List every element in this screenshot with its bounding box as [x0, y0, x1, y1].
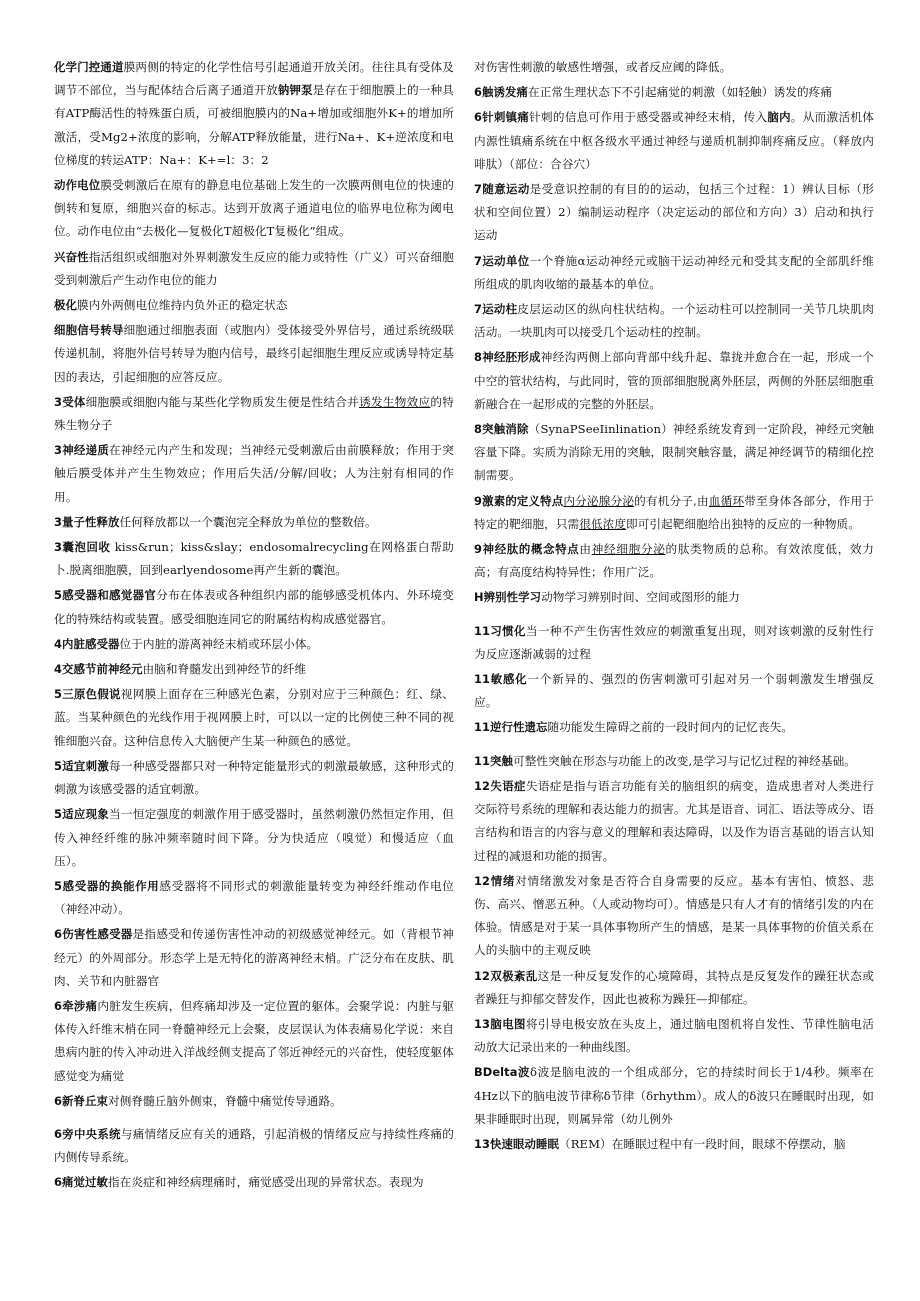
entry-text: 膜两侧的特定的化学性信号引起通道开放关闭。往往具有受体及调节不部位，当与配体结合后离子通道开放	[54, 60, 454, 98]
entry-text: 当一恒定强度的刺激作用于感受器时，虽然刺激仍然恒定作用，但传入神经纤维的脉冲频率随时间下降。分为快适应（嗅觉）和慢适应（血压）。	[54, 807, 454, 868]
glossary-entry	[474, 298, 874, 344]
entry-text: 内脏发生疾病，但疼痛却涉及一定位置的躯体。会聚学说：内脏与躯体传入纤维末梢在同一脊髓神经元上会聚，皮层误认为体表痛易化学说：来自患病内脏的传入冲动进入洋战经侧支提高了邻近神经元的兴奋性，使轻度躯体感觉变为痛觉	[54, 998, 454, 1083]
entry-term: 12失语症	[474, 778, 526, 793]
entry-text: 即可引起靶细胞给出独特的反应的一种物质。	[626, 516, 860, 531]
entry-text: δ波是脑电波的一个组成部分，它的持续时间长于1/4秒。频率在4Hz以下的脑电波节律称δ节律（δrhythm）。成人的δ波只在睡眠时出现，如果非睡眠时出现，则属异常（幼儿例外	[474, 1065, 875, 1126]
entry-term: 3量子性释放	[54, 514, 120, 529]
entry-text: 每一种感受器都只对一种特定能量形式的刺激最敏感，这种形式的刺激为该感受器的适宜刺激。	[54, 758, 454, 797]
glossary-entry	[474, 56, 874, 79]
entry-term: BDelta波	[474, 1065, 531, 1080]
entry-text: 对侧脊髓丘脑外侧束，脊髓中痛觉传导通路。	[108, 1093, 342, 1108]
entry-text: 一个脊施α运动神经元或脑干运动神经元和受其支配的全部肌纤维所组成的肌肉收缩的最基本的单位。	[474, 253, 874, 291]
entry-term: 11敏感化	[474, 672, 528, 687]
glossary-entry	[474, 250, 874, 296]
entry-text: 任何释放都以一个囊泡完全释放为单位的整数倍。	[119, 514, 377, 529]
glossary-entry	[474, 490, 874, 536]
entry-term: 5适宜刺激	[54, 758, 110, 773]
entry-text: 带至身体各部分，作用于特定的靶细胞，只需	[474, 493, 874, 531]
entry-term: 3囊泡回收	[54, 540, 111, 555]
entry-text: 是受意识控制的有目的的运动，包括三个过程：1）辨认目标（形状和空间位置）2）编制运动程序（决定运动的部位和方向）3）启动和执行运动	[474, 182, 874, 243]
entry-text: 随功能发生障碍之前的一段时间内的记忆丧失。	[547, 720, 794, 735]
glossary-entry	[474, 106, 874, 176]
entry-text: 视网膜上面存在三种感光色素，分别对应于三种颜色：红、绿、蓝。当某种颜色的光线作用于视网膜上时，可以以一定的比例使三种不同的视锥细胞兴奋。这种信息传入大脑便产生某一种颜色的感觉。	[54, 687, 454, 748]
entry-term: 12双极紊乱	[474, 968, 538, 983]
glossary-entry	[54, 319, 454, 389]
entry-term: 11突触	[474, 753, 514, 768]
entry-underlined: 神经细胞分泌	[591, 542, 666, 557]
entry-text: 指在炎症和神经病理痛时，痛觉感受出现的异常状态。表现为	[108, 1175, 424, 1190]
glossary-entry	[474, 178, 874, 248]
entry-term: 9神经肽的概念特点	[474, 542, 580, 557]
entry-term: 7运动柱	[474, 302, 518, 317]
glossary-entry	[54, 511, 454, 534]
entry-text: 是存在于细胞膜上的一种具有ATP酶活性的特殊蛋白质，可被细胞膜内的Na+增加或细胞外K+的增加所激活，受Mg2+浓度的影响，分解ATP释放能量，进行Na+、K+逆浓度和电位梯度的转运ATP：Na+：K+=l：3：2	[54, 83, 454, 167]
glossary-entry	[54, 536, 454, 582]
entry-term: 11逆行性遗忘	[474, 720, 548, 735]
glossary-entry	[474, 716, 874, 739]
entry-text: 动物学习辨别时间、空间或图形的能力	[541, 590, 740, 605]
glossary-entry	[54, 1123, 454, 1169]
glossary-entry	[54, 584, 454, 630]
entry-term: 化学门控通道	[54, 60, 124, 74]
entry-term: 13快速眼动睡眠	[474, 1136, 559, 1151]
entry-underlined: 很低浓度	[579, 516, 627, 531]
entry-text: 位于内脏的游离神经末梢或环层小体。	[119, 636, 319, 651]
glossary-entry	[474, 620, 874, 666]
glossary-entry	[54, 294, 454, 317]
glossary-entry	[474, 346, 874, 416]
entry-text: 的有机分子,由	[634, 493, 709, 508]
entry-text: 当一种不产生伤害性效应的刺激重复出现，则对该刺激的反射性行为反应逐渐减弱的过程	[474, 623, 874, 661]
entry-term: 8神经胚形成	[474, 350, 541, 365]
entry-term: 13脑电图	[474, 1016, 526, 1031]
entry-emphasis: 脑内	[767, 110, 791, 125]
glossary-entry	[54, 875, 454, 921]
right-column	[474, 56, 874, 1158]
entry-term: 3神经递质	[54, 443, 110, 458]
entry-term: 4交感节前神经元	[54, 662, 143, 677]
glossary-entry	[474, 418, 874, 488]
entry-text: 。从而激活机体内源性镇痛系统在中枢各级水平通过神经与递质机制抑制疼痛反应。（释放内啡肽）（部位：合谷穴）	[474, 110, 874, 171]
glossary-entry	[474, 1133, 874, 1156]
entry-term: 5感受器的换能作用	[54, 878, 160, 893]
entry-text: 的肽类物质的总称。有效浓度低，效力高；有高度结构特异性；作用广泛。	[474, 542, 874, 580]
glossary-entry	[474, 586, 874, 609]
glossary-entry	[54, 174, 454, 244]
glossary-entry	[54, 1171, 454, 1194]
glossary-entry	[474, 965, 874, 1011]
glossary-entry	[54, 755, 454, 801]
entry-text: 这是一种反复发作的心境障碍，其特点是反复发作的躁狂状态或者躁狂与抑郁交替发作，因此也被称为躁狂—抑郁症。	[474, 968, 874, 1006]
glossary-entry	[54, 439, 454, 509]
glossary-entry	[474, 775, 874, 868]
entry-text: 与痛情绪反应有关的通路，引起消极的情绪反应与持续性疼痛的内侧传导系统。	[54, 1126, 454, 1165]
entry-term: 9激素的定义特点	[474, 493, 564, 508]
entry-text: 由脑和脊髓发出到神经节的纤维	[142, 662, 307, 677]
entry-underlined: 诱发生物效应	[359, 394, 431, 409]
left-column	[54, 56, 454, 1197]
entry-term: 7运动单位	[474, 253, 530, 268]
glossary-entry	[54, 391, 454, 437]
entry-text: 可整性突触在形态与功能上的改变,是学习与记忆过程的神经基础。	[513, 753, 856, 768]
entry-text: （REM）在睡眠过程中有一段时间，眼球不停摆动，脑	[559, 1136, 846, 1151]
entry-underlined: 血循环	[708, 493, 745, 508]
glossary-entry	[54, 683, 454, 753]
glossary-entry	[474, 1013, 874, 1059]
glossary-entry	[54, 995, 454, 1088]
entry-term: 5三原色假说	[54, 687, 121, 702]
entry-text: 失语症是指与语言功能有关的脑组织的病变，造成患者对人类进行交际符号系统的理解和表达能力的损害。尤其是语音、词汇、语法等成分、语言结构和语言的内容与意义的理解和表达障碍，以及作为语言基础的语言认知过程的减退和功能的损害。	[474, 778, 874, 863]
entry-term: 8突触消除	[474, 422, 529, 437]
entry-term: H辨别性学习	[474, 590, 542, 605]
entry-text: 细胞膜或细胞内能与某些化学物质发生便是性结合并	[85, 394, 360, 409]
entry-term: 6牵涉痛	[54, 998, 98, 1013]
entry-text: 是指感受和传递伤害性冲动的初级感觉神经元。如（背根节神经元）的外周部分。形态学上是无特化的游离神经末梢。广泛分布在皮肤、肌肉、关节和内脏器官	[54, 927, 454, 988]
entry-text: 分布在体表或各种组织内部的能够感受机体内、外环境变化的特殊结构或装置。感受细胞连同它的附属结构构成感觉器官。	[54, 588, 454, 626]
entry-text: 膜受刺激后在原有的静息电位基础上发生的一次膜两侧电位的快速的倒转和复原，细胞兴奋的标志。达到开放离子通道电位的临界电位称为阈电位。动作电位由“去极化—复极化Τ超极化Τ复极化”组成。	[54, 178, 454, 239]
entry-term: 极化	[54, 298, 77, 313]
entry-term: 11习惯化	[474, 623, 526, 638]
entry-text: 将引导电极安放在头皮上，通过脑电图机将自发性、节律性脑电活动放大记录出来的一种曲线图。	[474, 1016, 874, 1055]
entry-underlined: 内分泌腺分泌	[563, 493, 635, 508]
entry-term: 3受体	[54, 394, 86, 409]
entry-text: 针刺的信息可作用于感受器或神经末梢，传入	[529, 110, 768, 125]
entry-text: 一个新异的、强烈的伤害刺激可引起对另一个弱刺激发生增强反应。	[474, 672, 874, 710]
entry-text: 对情绪激发对象是否符合自身需要的反应。基本有害怕、愤怒、悲伤、高兴、憎恶五种。（人或动物均可）。情感是只有人才有的情绪引发的内在体验。情感是对于某一具体事物所产生的情感，是某一具体事物的价值关系在人的头脑中的主观反映	[474, 873, 874, 958]
entry-term: 5感受器和感觉器官	[54, 588, 157, 603]
entry-term: 6痛觉过敏	[54, 1175, 108, 1190]
entry-term: 6伤害性感受器	[54, 927, 133, 942]
entry-text: 膜内外两侧电位维持内负外正的稳定状态	[76, 298, 288, 313]
entry-text: （SynaPSeeIinlination）神经系统发育到一定阶段，神经元突触容量下降。实质为消除无用的突触，限制突触容量，满足神经调节的精细化控制需要。	[474, 422, 874, 483]
glossary-entry	[474, 870, 874, 963]
entry-text: 指活组织或细胞对外界刺激发生反应的能力或特性（广义）可兴奋细胞受到刺激后产生动作电位的能力	[54, 249, 454, 287]
glossary-entry	[54, 1090, 454, 1113]
glossary-entry	[54, 658, 454, 681]
entry-text: 在神经元内产生和发现；当神经元受刺激后由前膜释放；作用于突触后膜受体并产生生物效应；作用后失活/分解/回收；人为注射有相同的作用。	[54, 443, 454, 504]
glossary-entry	[474, 538, 874, 584]
entry-text: 神经沟两侧上部向背部中线升起、靠拢并愈合在一起，形成一个中空的管状结构，与此同时，管的顶部细胞脱离外胚层，两侧的外胚层细胞重新融合在一起形成的完整的外胚层。	[474, 350, 874, 411]
entry-term: 兴奋性	[54, 249, 89, 264]
glossary-entry	[54, 923, 454, 993]
entry-term: 细胞信号转导	[54, 323, 124, 338]
entry-text: kiss&run；kiss&slay；endosomalrecycling在网格蛋白帮助卜.脱离细胞膜，回到earlyendosome再产生新的囊泡。	[54, 540, 454, 578]
entry-term: 动作电位	[54, 178, 101, 193]
entry-term: 6新脊丘束	[54, 1093, 108, 1108]
entry-term: 6针刺镇痛	[474, 110, 530, 125]
glossary-entry	[474, 750, 874, 773]
glossary-entry	[54, 246, 454, 292]
entry-term: 4内脏感受器	[54, 636, 120, 651]
entry-emphasis: 钠钾泵	[277, 83, 313, 98]
glossary-entry	[474, 668, 874, 714]
entry-text: 由	[579, 542, 592, 557]
entry-text: 细胞通过细胞表面（或胞内）受体接受外界信号，通过系统级联传递机制，将胞外信号转导为胞内信号，最终引起细胞生理反应或诱导特定基因的表达，引起细胞的应答反应。	[54, 323, 454, 384]
entry-text: 皮层运动区的纵向柱状结构。一个运动柱可以控制同一关节几块肌肉活动。一块肌肉可以接受几个运动柱的控制。	[474, 302, 874, 340]
entry-text: 的特殊生物分子	[54, 394, 454, 433]
entry-term: 6旁中央系统	[54, 1126, 121, 1141]
entry-text: 对伤害性刺激的敏感性增强，或者反应阈的降低。	[474, 60, 732, 74]
entry-text: 在正常生理状态下不引起痛觉的刺激（如轻触）诱发的疼痛	[528, 85, 833, 100]
entry-term: 7随意运动	[474, 182, 530, 197]
entry-term: 12情绪	[474, 873, 516, 888]
entry-text: 感受器将不同形式的刺激能量转变为神经纤维动作电位（神经冲动）。	[54, 878, 454, 917]
glossary-entry	[54, 803, 454, 873]
entry-term: 5适应现象	[54, 807, 110, 822]
glossary-entry	[474, 1061, 874, 1131]
glossary-entry	[474, 81, 874, 104]
glossary-entry	[54, 633, 454, 656]
glossary-entry	[54, 56, 454, 172]
entry-term: 6触诱发痛	[474, 85, 528, 100]
